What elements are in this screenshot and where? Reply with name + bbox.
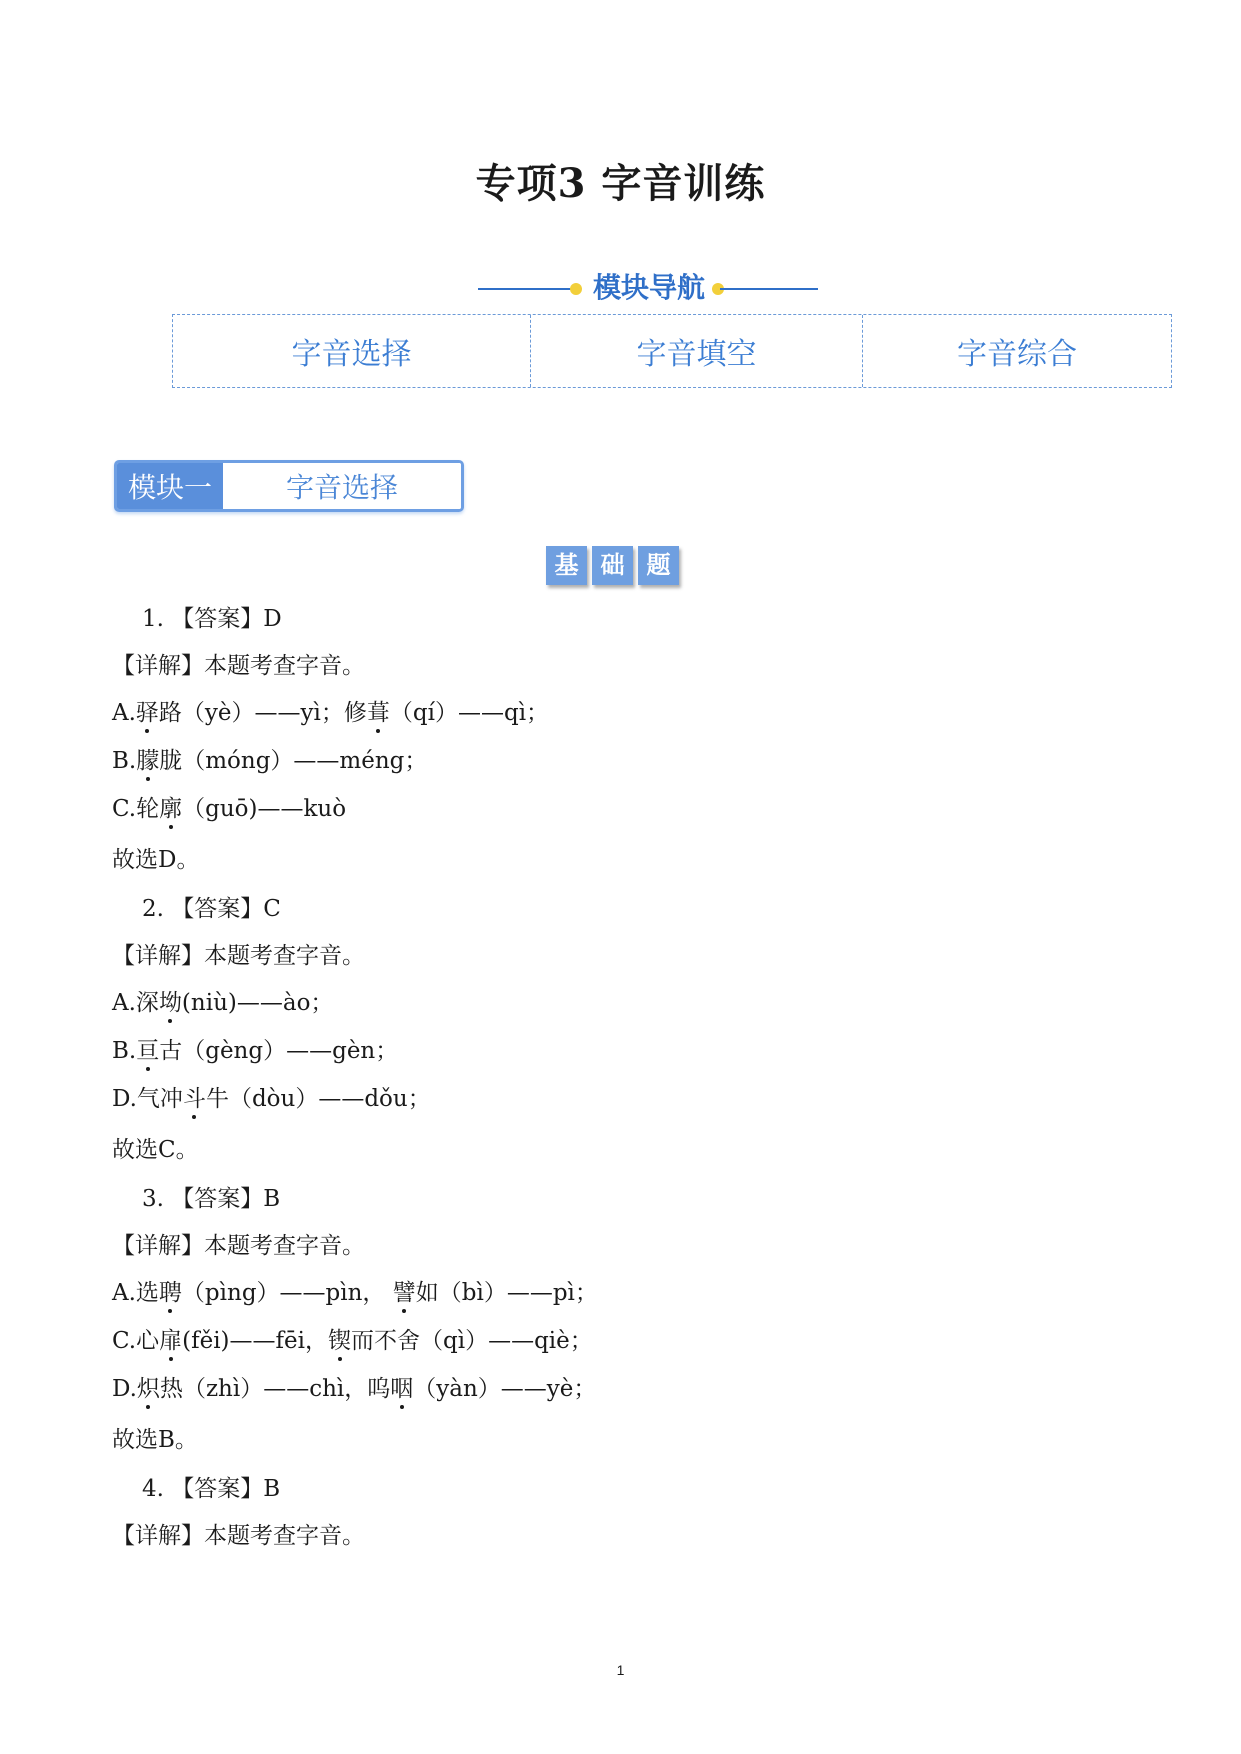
module-tab-name: 字音选择: [223, 463, 461, 509]
answer-text: C.心: [112, 1328, 160, 1354]
answer-text: (niù)——ào；: [181, 990, 334, 1016]
answer-line: [112, 1278, 598, 1308]
answer-text: 古（gèng）——gèn；: [159, 1038, 399, 1064]
emphasized-char: 廓: [159, 796, 183, 822]
emphasized-char: 驿: [135, 700, 159, 726]
answer-text: （qí）——qì；: [389, 700, 550, 726]
answer-line: [112, 1231, 365, 1261]
module-tab-label: 模块一: [117, 463, 223, 509]
answer-text: 4. 【答案】B: [142, 1476, 281, 1502]
level-badge-char: 础: [592, 546, 633, 585]
answer-line: [112, 746, 427, 776]
emphasized-char: 聘: [158, 1280, 182, 1306]
answer-line: [112, 845, 199, 875]
answer-text: B.: [112, 1038, 137, 1064]
answer-line: [112, 1326, 593, 1356]
answer-text: 而不舍（qì）——qiè；: [351, 1328, 593, 1354]
emphasized-char: 譬: [392, 1280, 416, 1306]
module-tab: [114, 460, 464, 512]
answer-line: [142, 1474, 280, 1504]
emphasized-char: 锲: [328, 1328, 351, 1354]
answer-text: 【详解】本题考查字音。: [112, 1233, 365, 1259]
page-number: 1: [616, 1662, 625, 1678]
answer-text: 牛（dòu）——dǒu；: [205, 1086, 431, 1112]
answer-text: （pìng）——pìn，: [181, 1280, 393, 1306]
emphasized-char: 朦: [136, 748, 160, 774]
answer-text: 3. 【答案】B: [142, 1186, 281, 1212]
answer-line: [112, 1425, 198, 1455]
answer-line: [142, 1184, 280, 1214]
emphasized-char: 斗: [182, 1086, 206, 1112]
module-nav-heading: [478, 268, 818, 308]
emphasized-char: 亘: [136, 1038, 160, 1064]
emphasized-char: 咽: [390, 1376, 414, 1402]
answer-line: [112, 1374, 596, 1404]
answer-text: 【详解】本题考查字音。: [112, 1523, 365, 1549]
nav-heading-text: 模块导航: [592, 271, 705, 304]
answer-text: C.轮: [112, 796, 160, 822]
answer-text: 路（yè）——yì；修: [158, 700, 367, 726]
emphasized-char: 坳: [158, 990, 182, 1016]
answer-text: 故选B。: [112, 1427, 198, 1453]
emphasized-char: 葺: [366, 700, 390, 726]
answer-text: （yàn）——yè；: [413, 1376, 597, 1402]
nav-heading-line-left: [478, 288, 574, 290]
page-title: 专项3 字音训练: [475, 160, 766, 207]
answer-text: (fěi)——fēi，: [182, 1328, 328, 1354]
emphasized-char: 炽: [136, 1376, 160, 1402]
answer-text: 【详解】本题考查字音。: [112, 653, 365, 679]
answer-line: [112, 941, 365, 971]
answer-line: [112, 651, 365, 681]
answer-text: A.深: [112, 990, 159, 1016]
answer-text: D.: [112, 1376, 137, 1402]
nav-heading-dot-left: [570, 283, 582, 295]
answer-text: A.: [112, 700, 136, 726]
nav-item-pronunciation-fill[interactable]: 字音填空: [531, 315, 863, 387]
answer-line: [112, 1084, 431, 1114]
emphasized-char: 扉: [159, 1328, 183, 1354]
answer-line: [142, 894, 281, 924]
nav-item-pronunciation-comprehensive[interactable]: 字音综合: [957, 337, 1077, 372]
answer-line: [112, 988, 333, 1018]
level-badge-char: 基: [546, 546, 587, 585]
answer-text: 胧（móng）——méng；: [159, 748, 428, 774]
module-nav-table: [172, 314, 1172, 388]
answer-text: B.: [112, 748, 137, 774]
answer-text: 故选D。: [112, 847, 200, 873]
answer-text: 【详解】本题考查字音。: [112, 943, 365, 969]
answer-text: 热（zhì）——chì，呜: [159, 1376, 391, 1402]
answer-line: [142, 604, 282, 634]
answer-text: 2. 【答案】C: [142, 896, 281, 922]
answer-line: [112, 1036, 398, 1066]
answer-text: 故选C。: [112, 1137, 199, 1163]
answer-text: 如（bì）——pì；: [415, 1280, 598, 1306]
answer-text: 1. 【答案】D: [142, 606, 282, 632]
answer-line: [112, 698, 549, 728]
answer-text: D.气冲: [112, 1086, 183, 1112]
answer-line: [112, 1521, 365, 1551]
level-badge-char: 题: [638, 546, 679, 585]
answer-line: [112, 794, 346, 824]
answer-line: [112, 1135, 199, 1165]
answer-text: A.选: [112, 1280, 159, 1306]
level-badge: [546, 546, 679, 585]
nav-item-pronunciation-choice[interactable]: 字音选择: [173, 315, 531, 387]
answer-text: （guō)——kuò: [182, 796, 347, 822]
nav-heading-line-right: [720, 288, 818, 290]
